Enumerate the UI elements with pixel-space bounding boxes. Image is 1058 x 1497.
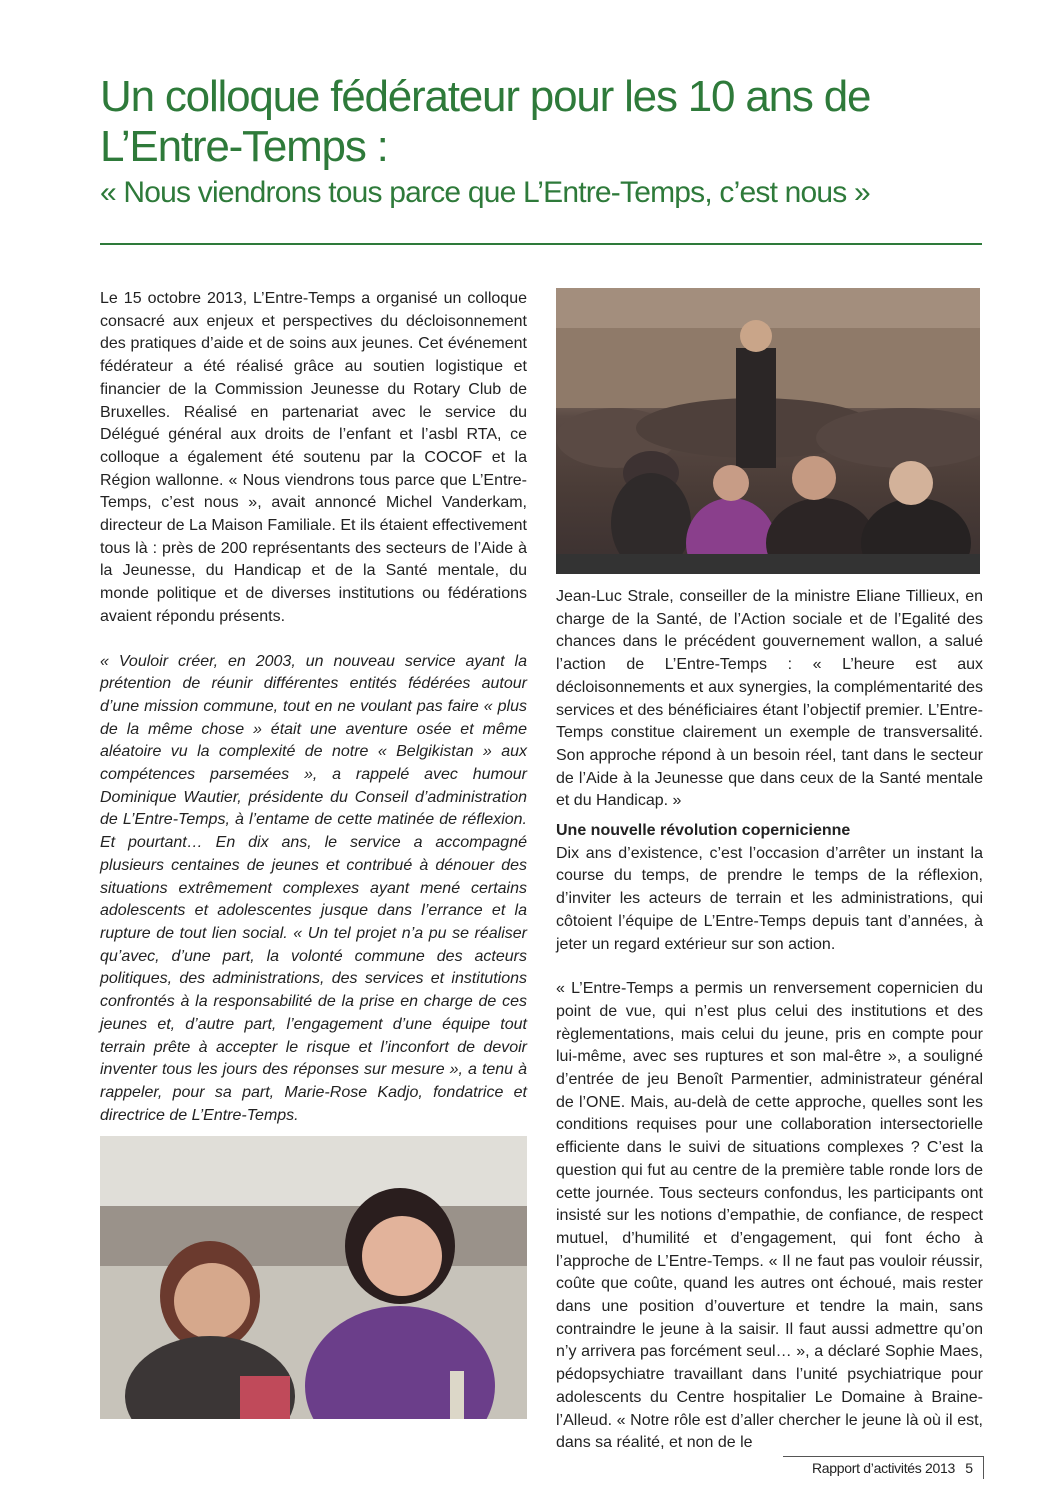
section-heading: Une nouvelle révolution copernicienne [556, 822, 851, 839]
title-divider [100, 243, 982, 245]
left-column [100, 288, 527, 1127]
title-line-1: Un colloque fédérateur pour les 10 ans de [100, 72, 871, 121]
footer-label: Rapport d’activités 2013 [812, 1460, 955, 1476]
photo-audience-illustration [556, 288, 980, 574]
page-number: 5 [965, 1460, 973, 1476]
left-paragraph-1: Le 15 octobre 2013, L’Entre-Temps a organisé un colloque consacré aux enjeux et perspectives du décloisonnement des pratiques d’aide et de soins aux jeunes. Cet événement fédérateur a été réalisé grâce au soutien logistique et financier de la Commission Jeunesse du Rotary Club de Bruxelles. Réalisé en partenariat avec le service du Délégué général aux droits de l’enfant et l’asbl RTA, ce colloque a également été soutenu par la COCOF et la Région wallonne. « Nous viendrons tous parce que L’Entre-Temps, c’est nous », avait annoncé Michel Vanderkam, directeur de La Maison Familiale. Et ils étaient effectivement tous là : près de 200 représentants des secteurs de l’Aide à la Jeunesse, du Handicap et de la Santé mentale, du monde politique et de diverses institutions ou fédérations avaient répondu présents. [100, 290, 527, 625]
title-line-2: L’Entre-Temps : [100, 122, 388, 171]
right-column-continued [556, 820, 983, 1455]
photo-audience [556, 288, 980, 574]
right-paragraph-3: « L’Entre-Temps a permis un renversement copernicien du point de vue, qui n’est plus celui des institutions et des règlementations, mais celui du jeune, pris en compte pour lui-même, avec ses ruptures et son mal-être », a souligné d’entrée de jeu Benoît Parmentier, administrateur général de l’ONE. Mais, au-delà de cette approche, quelles sont les conditions requises pour une collaboration intersectorielle efficiente dans le suivi de situations complexes ? C’est la question qui fut au centre de la première table ronde lors de cette journée. Tous secteurs confondus, les participants ont insisté sur les notions d’empathie, de confiance, de respect mutuel, d’humilité et d’engagement, qui font écho à l’approche de L’Entre-Temps. « Il ne faut pas vouloir réussir, coûte que coûte, quand les autres ont échoué, mais rester dans une position d’ouverture et tendre la main, sans contraindre le jeune à la saisir. Il faut aussi admettre qu’on n’y arrivera pas forcément seul… », a déclaré Sophie Maes, pédopsychiatre travaillant dans l’unité psychiatrique pour adolescents du Centre hospitalier Le Domaine à Braine-l’Alleud. « Notre rôle est d’aller chercher le jeune là où il est, dans sa réalité, et non de le [556, 980, 983, 1452]
left-paragraph-2: « Vouloir créer, en 2003, un nouveau service ayant la prétention de réunir différentes entités fédérées autour d’une mission commune, tout en ne voulant pas faire « plus de la même chose » était une aventure osée et même aléatoire vu la complexité de notre « Belgikistan » aux compétences parsemées », a rappelé avec humour Dominique Wautier, présidente du Conseil d’administration de L’Entre-Temps, à l’entame de cette matinée de réflexion. Et pourtant… En dix ans, le service a accompagné plusieurs centaines de jeunes et contribué à dénouer des situations extrêmement complexes ayant mené certains adolescents et adolescentes jusque dans l’errance et la rupture de tout lien social. « Un tel projet n’a pu se réaliser qu’avec, d’une part, la volonté commune des acteurs politiques, des administrations, des services et institutions confrontés à la responsabilité de la prise en charge de ces jeunes et, d’autre part, l’engagement d’une équipe tout terrain prête à accepter le risque et l’inconfort de devoir inventer tous les jours des réponses sur mesure », a tenu à rappeler, pour sa part, Marie-Rose Kadjo, fondatrice et directrice de L’Entre-Temps. [100, 652, 527, 1124]
right-paragraph-2: Dix ans d’existence, c’est l’occasion d’arrêter un instant la course du temps, de prendre le temps de la réflexion, d’inviter les acteurs de terrain et les administrations, qui côtoient l’équipe de L’Entre-Temps depuis tant d’années, à jeter un regard extérieur sur son action. [556, 844, 983, 953]
photo-two-women [100, 1136, 527, 1419]
photo-two-women-illustration [100, 1136, 527, 1419]
article-title [100, 72, 990, 212]
page-footer [783, 1456, 984, 1479]
right-paragraph-1: Jean-Luc Strale, conseiller de la ministre Eliane Tillieux, en charge de la Santé, de l’Action sociale et de l’Egalité des chances dans le précédent gouvernement wallon, a salué l’action de L’Entre-Temps : « L’heure est aux décloisonnements et aux synergies, la complémentarité des services et des bénéficiaires étant l’objectif premier. L’Entre-Temps constitue clairement un exemple de transversalité. Son approche répond à un besoin réel, tant dans le secteur de l’Aide à la Jeunesse que dans ceux de la Santé mentale et du Handicap. » [556, 588, 983, 810]
right-column [556, 586, 983, 813]
article-subtitle: « Nous viendrons tous parce que L’Entre-Temps, c’est nous » [100, 176, 870, 209]
